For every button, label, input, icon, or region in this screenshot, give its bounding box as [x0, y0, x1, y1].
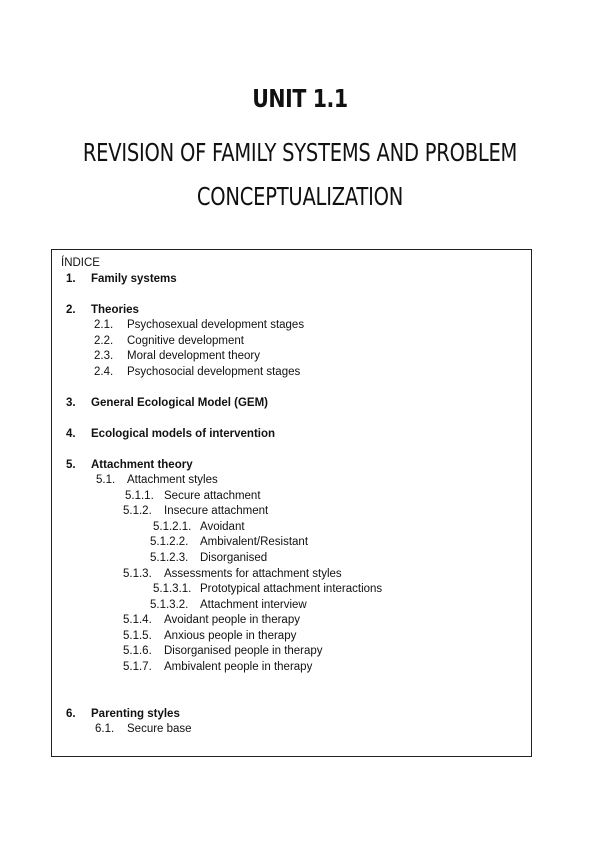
- toc-entry-number: 5.1.1.: [125, 490, 154, 502]
- toc-entry-label: Ecological models of intervention: [91, 428, 276, 440]
- toc-entry-label: Assessments for attachment styles: [164, 568, 342, 580]
- document-title-line-1: REVISION OF FAMILY SYSTEMS AND PROBLEM: [82, 138, 518, 167]
- toc-entry-label: Psychosexual development stages: [127, 319, 305, 331]
- toc-entry-number: 5.1.2.2.: [150, 536, 189, 548]
- toc-entry-number: 5.1.7.: [123, 661, 152, 673]
- toc-entry-label: Prototypical attachment interactions: [200, 583, 383, 595]
- toc-entry-label: General Ecological Model (GEM): [91, 397, 269, 409]
- toc-entry-number: 5.1.4.: [123, 614, 152, 626]
- toc-entry-number: 2.4.: [94, 366, 114, 378]
- toc-entry-number: 5.1.: [96, 474, 116, 486]
- toc-entry-number: 5.1.6.: [123, 645, 152, 657]
- toc-entry-label: Parenting styles: [91, 708, 180, 720]
- toc-entry-label: Disorganised people in therapy: [164, 645, 323, 657]
- toc-entry-label: Attachment theory: [91, 459, 193, 471]
- toc-entry-label: Insecure attachment: [164, 505, 269, 517]
- toc-entry-label: Attachment interview: [200, 599, 307, 611]
- toc-entry-label: Family systems: [91, 273, 177, 285]
- toc-entry-label: Anxious people in therapy: [164, 630, 297, 642]
- toc-entry-number: 5.1.2.3.: [150, 552, 189, 564]
- toc-entry-number: 2.: [66, 304, 76, 316]
- toc-entry-label: Theories: [91, 304, 139, 316]
- unit-title: UNIT 1.1: [252, 84, 348, 113]
- toc-entry-label: Cognitive development: [127, 335, 244, 347]
- document-title-line-2: CONCEPTUALIZATION: [196, 182, 404, 211]
- toc-entry-number: 5.1.2.: [123, 505, 152, 517]
- toc-entry-label: Secure base: [127, 723, 192, 735]
- toc-entry-label: Avoidant: [200, 521, 245, 533]
- toc-entry-label: Disorganised: [200, 552, 268, 564]
- toc-entry-number: 2.3.: [94, 350, 114, 362]
- toc-entry-number: 5.1.3.1.: [153, 583, 192, 595]
- toc-entry-number: 6.1.: [95, 723, 115, 735]
- toc-entry-number: 1.: [66, 273, 76, 285]
- toc-entry-number: 6.: [66, 708, 76, 720]
- toc-entry-label: Avoidant people in therapy: [164, 614, 300, 626]
- toc-entry-number: 5.: [66, 459, 76, 471]
- toc-entry-number: 4.: [66, 428, 76, 440]
- toc-entry-label: Ambivalent/Resistant: [200, 536, 309, 548]
- toc-entry-number: 2.1.: [94, 319, 114, 331]
- toc-entry-label: Attachment styles: [127, 474, 218, 486]
- toc-entry-number: 5.1.3.2.: [150, 599, 189, 611]
- toc-entry-label: Ambivalent people in therapy: [164, 661, 313, 673]
- toc-entry-label: Moral development theory: [127, 350, 260, 362]
- toc-heading: ÍNDICE: [61, 257, 100, 269]
- toc-entry-number: 5.1.2.1.: [153, 521, 192, 533]
- toc-entry-number: 5.1.5.: [123, 630, 152, 642]
- toc-entry-number: 3.: [66, 397, 76, 409]
- document-title: [66, 131, 534, 219]
- toc-entry-number: 5.1.3.: [123, 568, 152, 580]
- toc-entry-label: Secure attachment: [164, 490, 261, 502]
- toc-entry-label: Psychosocial development stages: [127, 366, 301, 378]
- toc-entry-number: 2.2.: [94, 335, 114, 347]
